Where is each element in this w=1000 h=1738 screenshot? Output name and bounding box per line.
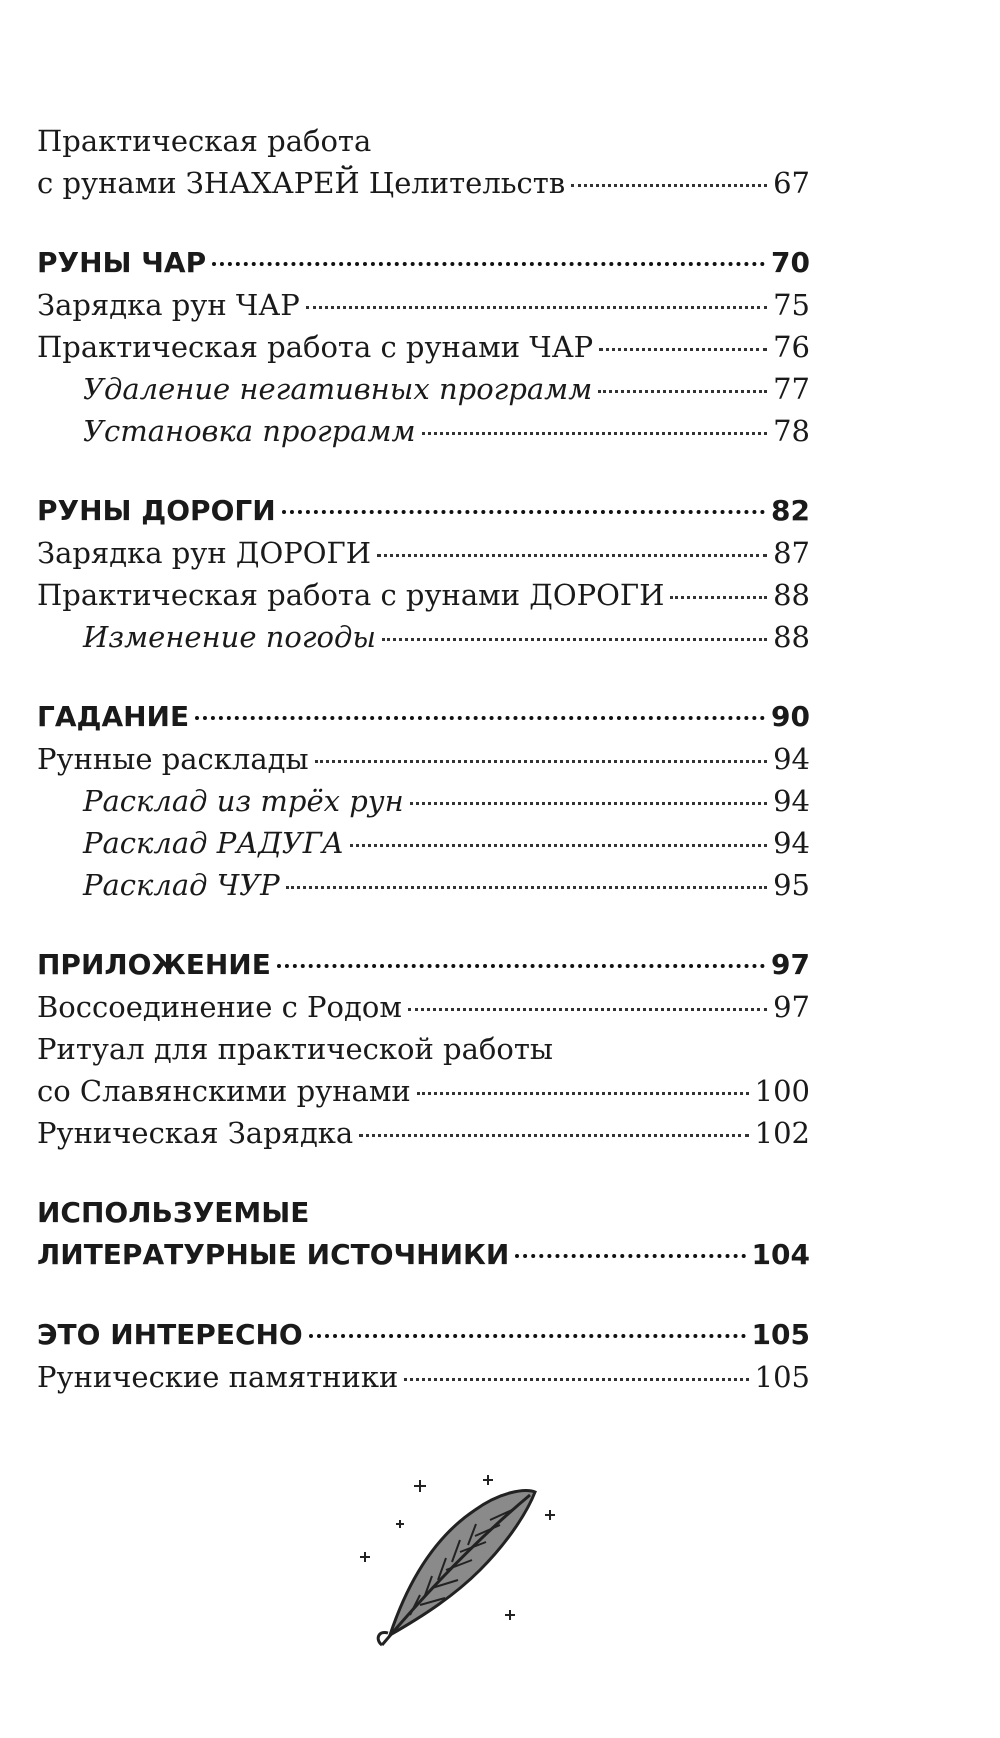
leader-dots bbox=[404, 1378, 748, 1381]
toc-section bbox=[37, 1234, 810, 1276]
toc-entry-title: Воссоединение с Родом bbox=[37, 990, 402, 1024]
toc-section bbox=[37, 490, 810, 532]
toc-entry bbox=[37, 162, 810, 204]
toc-page-number: 95 bbox=[773, 868, 810, 902]
toc-page-number: 102 bbox=[754, 1116, 810, 1150]
leader-dots bbox=[282, 510, 765, 514]
toc-entry bbox=[37, 738, 810, 780]
feather-icon bbox=[360, 1470, 560, 1650]
section-page-number: 97 bbox=[771, 948, 810, 981]
toc-entry bbox=[37, 1356, 810, 1398]
toc-page-number: 76 bbox=[773, 330, 810, 364]
toc-section bbox=[37, 944, 810, 986]
section-title: ЛИТЕРАТУРНЫЕ ИСТОЧНИКИ bbox=[37, 1238, 510, 1271]
toc-entry-title: Рунические памятники bbox=[37, 1360, 399, 1394]
toc-entry bbox=[37, 284, 810, 326]
section-title: РУНЫ ЧАР bbox=[37, 246, 207, 279]
leader-dots bbox=[422, 432, 768, 435]
toc-entry-text: Ритуал для практической работы bbox=[37, 1032, 553, 1066]
leader-dots bbox=[286, 886, 767, 889]
leader-dots bbox=[195, 716, 765, 720]
toc-entry-title: Рунные расклады bbox=[37, 742, 309, 776]
toc-page-number: 87 bbox=[773, 536, 810, 570]
section-page-number: 105 bbox=[751, 1318, 810, 1351]
toc-page-number: 94 bbox=[773, 826, 810, 860]
toc-subentry-title: Установка программ bbox=[83, 414, 416, 448]
toc-page-number: 75 bbox=[773, 288, 810, 322]
toc-entry bbox=[37, 986, 810, 1028]
toc-subentry bbox=[37, 864, 810, 906]
toc-subentry-title: Расклад РАДУГА bbox=[83, 826, 344, 860]
toc-subentry bbox=[37, 780, 810, 822]
section-title: ГАДАНИЕ bbox=[37, 700, 190, 733]
toc-entry-text: Практическая работа bbox=[37, 124, 372, 158]
toc-section bbox=[37, 242, 810, 284]
leader-dots bbox=[309, 1334, 746, 1338]
toc-section bbox=[37, 696, 810, 738]
toc-entry-title: Зарядка рун ЧАР bbox=[37, 288, 300, 322]
toc-section bbox=[37, 1314, 810, 1356]
table-of-contents bbox=[37, 120, 810, 1398]
leader-dots bbox=[306, 306, 767, 309]
section-title: РУНЫ ДОРОГИ bbox=[37, 494, 276, 527]
toc-page-number: 67 bbox=[773, 166, 810, 200]
toc-page-number: 88 bbox=[773, 620, 810, 654]
leader-dots bbox=[377, 554, 767, 557]
section-title: ИСПОЛЬЗУЕМЫЕ bbox=[37, 1196, 310, 1229]
toc-subentry bbox=[37, 822, 810, 864]
leader-dots bbox=[410, 802, 767, 805]
toc-subentry-title: Изменение погоды bbox=[83, 620, 376, 654]
toc-subentry bbox=[37, 368, 810, 410]
section-page-number: 82 bbox=[771, 494, 810, 527]
toc-entry-title: Практическая работа с рунами ДОРОГИ bbox=[37, 578, 665, 612]
toc-subentry-title: Расклад из трёх рун bbox=[83, 784, 404, 818]
section-page-number: 90 bbox=[771, 700, 810, 733]
toc-entry-title: со Славянскими рунами bbox=[37, 1074, 411, 1108]
toc-subentry bbox=[37, 616, 810, 658]
leader-dots bbox=[359, 1134, 748, 1137]
toc-subentry-title: Удаление негативных программ bbox=[83, 372, 593, 406]
toc-entry-title: с рунами ЗНАХАРЕЙ Целительств bbox=[37, 166, 566, 200]
leader-dots bbox=[515, 1254, 745, 1258]
toc-page-number: 105 bbox=[754, 1360, 810, 1394]
toc-page-number: 77 bbox=[773, 372, 810, 406]
leader-dots bbox=[599, 348, 767, 351]
toc-entry bbox=[37, 532, 810, 574]
leader-dots bbox=[382, 638, 767, 641]
section-title: ЭТО ИНТЕРЕСНО bbox=[37, 1318, 303, 1351]
leader-dots bbox=[350, 844, 767, 847]
leader-dots bbox=[670, 596, 767, 599]
toc-page-number: 100 bbox=[754, 1074, 810, 1108]
leader-dots bbox=[417, 1092, 749, 1095]
section-page-number: 104 bbox=[751, 1238, 810, 1271]
toc-entry-title: Зарядка рун ДОРОГИ bbox=[37, 536, 372, 570]
leader-dots bbox=[277, 964, 765, 968]
leader-dots bbox=[315, 760, 768, 763]
section-title: ПРИЛОЖЕНИЕ bbox=[37, 948, 271, 981]
toc-entry-title: Практическая работа с рунами ЧАР bbox=[37, 330, 594, 364]
leader-dots bbox=[598, 390, 767, 393]
section-page-number: 70 bbox=[771, 246, 810, 279]
toc-page-number: 88 bbox=[773, 578, 810, 612]
toc-entry bbox=[37, 574, 810, 616]
toc-entry bbox=[37, 326, 810, 368]
toc-page-number: 94 bbox=[773, 742, 810, 776]
toc-subentry-title: Расклад ЧУР bbox=[83, 868, 280, 902]
toc-subentry bbox=[37, 410, 810, 452]
leader-dots bbox=[408, 1008, 767, 1011]
toc-page-number: 97 bbox=[773, 990, 810, 1024]
leader-dots bbox=[571, 184, 767, 187]
leader-dots bbox=[212, 262, 765, 266]
toc-page-number: 78 bbox=[773, 414, 810, 448]
toc-entry bbox=[37, 1070, 810, 1112]
toc-entry bbox=[37, 1112, 810, 1154]
toc-page-number: 94 bbox=[773, 784, 810, 818]
toc-entry-title: Руническая Зарядка bbox=[37, 1116, 354, 1150]
